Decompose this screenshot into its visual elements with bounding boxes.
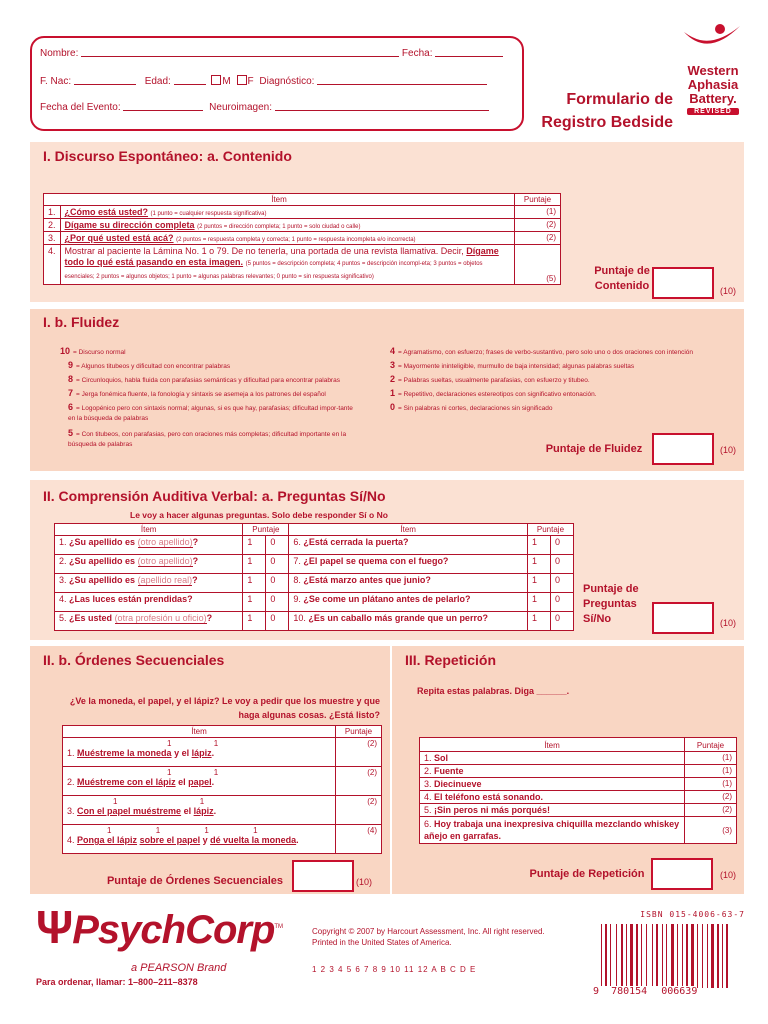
f-checkbox[interactable] [237,75,247,85]
section-ordenes [30,646,390,894]
col-item-header: Ítem [55,524,243,536]
barcode-bar [636,924,638,988]
item-note: (1 punto = cualquier respuesta significativa) [150,211,267,217]
barcode-bar [682,924,683,988]
contenido-score-box[interactable] [652,267,714,299]
section-contenido [30,142,744,302]
preguntas-max: (10) [720,618,737,628]
barcode-bar [722,924,723,988]
logo-line1: Western [687,63,739,78]
item-points[interactable]: (5) [515,245,561,285]
preguntas-score-label: Puntaje de Preguntas Sí/No [583,583,639,625]
barcode-bar [662,924,663,988]
table-row [44,219,561,232]
barcode-bar [646,924,647,988]
fecha-evento-field[interactable] [123,101,203,111]
ordenes-score-box[interactable] [292,860,354,892]
list-item: 8 = Circunloquios, habla fluida con parafasias semánticas y dificultad para encontrar palabras [68,374,340,384]
barcode-bar [601,924,602,988]
form-title-line2: Registro Bedside [541,114,673,131]
ordenes-max: (10) [356,877,373,887]
fnac-label: F. Nac: [40,76,72,87]
table-row: 5. ¿Es usted (otra profesión u oficio)? 1 0 10. ¿Es un caballo más grande que un perro? 1 0 [55,612,574,631]
col-item-header: Ítem [289,524,528,536]
item-points[interactable]: (1) [685,752,737,765]
list-item: 4 = Agramatismo, con esfuerzo; frases de verbo-sustantivo, pero solo uno o dos oraciones con intención [390,346,694,356]
section-fluidez-title: I. b. Fluidez [43,314,120,330]
barcode-bar [686,924,688,988]
yes-score[interactable]: 1 [527,555,550,574]
table-row [44,232,561,245]
item-question: ¿Por qué usted está acá? [64,233,174,243]
fluidez-left-list [60,346,390,454]
item-points[interactable]: (2) [685,804,737,817]
logo-revised-badge: REVISED [687,108,739,115]
item-points[interactable]: (1) [685,765,737,778]
no-score[interactable]: 0 [550,593,573,612]
logo-line2: Aphasia [687,77,739,92]
item-points[interactable]: (2) [515,232,561,245]
yes-score[interactable]: 1 [243,536,266,555]
fecha-evento-line [40,101,489,113]
item-note: (5 puntos = descripción completa; 4 puntos = descripción incompl-eta; 3 puntos = objetos esenciales; 2 puntos = algunos objetos; 1 punto = algunas palabras relevantes; 0 punto = sin respuesta significativo) [64,261,483,280]
contenido-max: (10) [720,286,737,296]
col-score-header: Puntaje [685,738,737,752]
order-phone: Para ordenar, llamar: 1–800–211–8378 [36,977,198,987]
form-title-line1: Formulario de [566,91,673,108]
list-item: 3 = Mayormente ininteligible, murmullo de baja intensidad; algunas palabras sueltas [390,360,635,370]
no-score[interactable]: 0 [550,555,573,574]
barcode-bar [717,924,719,988]
table-row: 1 1 3. Con el papel muéstreme el lápiz. (2) [63,796,382,825]
section-repeticion [392,646,744,894]
col-item-header: Ítem [420,738,685,752]
table-row: 5. ¡Sin peros ni más porqués! (2) [420,804,737,817]
barcode-bar [726,924,728,988]
diagnostico-label: Diagnóstico: [259,76,315,87]
table-row: 1 1 1. Muéstreme la moneda y el lápiz. (2) [63,738,382,767]
psychcorp-logo [36,901,284,987]
barcode-digit-a: 9 [593,986,600,997]
table-row [44,206,561,219]
neuroimagen-label: Neuroimagen: [209,102,272,113]
repeticion-table [419,737,737,844]
barcode-bar [605,924,607,988]
col-score-header: Puntaje [515,194,561,206]
barcode-bar [711,924,714,988]
copyright-line2: Printed in the United States of America. [312,938,452,947]
col-item-header: Ítem [44,194,515,206]
list-item: 5 = Con titubeos, con parafasias, pero con oraciones más completas; dificultad importante en la búsqueda de palabras [68,428,347,448]
list-item: 7 = Jerga fonémica fluente, la fonología y sintaxis se asemeja a los patrones del español [68,388,326,398]
list-item: 1 = Repetitivo, declaraciones estereotipos con significativo entonación. [390,388,597,398]
section-contenido-title: I. Discurso Espontáneo: a. Contenido [43,148,292,164]
fluidez-right-list [390,346,740,416]
no-score[interactable]: 0 [550,536,573,555]
section-preguntas-title: II. Comprensión Auditiva Verbal: a. Preguntas Sí/No [43,488,386,504]
barcode-bar [671,924,674,988]
diagnostico-field[interactable] [317,75,487,85]
table-row: 4. El teléfono está sonando. (2) [420,791,737,804]
psychcorp-brand: PsychCorp [72,908,275,952]
list-item: 0 = Sin palabras ni cortes, declaraciones sin significado [390,402,553,412]
no-score[interactable]: 0 [266,593,289,612]
table-row: 6. Hoy trabaja una inexpresiva chiquilla mezclando whiskey añejo en garrafas. (3) [420,817,737,844]
wab-logo [678,22,748,115]
barcode-bar [616,924,617,988]
no-score[interactable]: 0 [266,574,289,593]
barcode-bar [677,924,678,988]
item-number: 4. [44,245,61,285]
barcode-bar [656,924,658,988]
barcode-digits-c: 006639 [661,986,698,997]
nombre-field[interactable] [81,47,399,57]
tm-mark: TM [274,924,284,930]
item-note: (2 puntos = respuesta completa y correcta; 1 punto = respuesta incompleta e/o incorrecta) [176,237,416,243]
list-item: 9 = Algunos titubeos y dificultad con encontrar palabras [68,360,231,370]
table-row: 2. Fuente (1) [420,765,737,778]
barcode-bar [697,924,698,988]
item-points[interactable]: (2) [336,738,382,767]
nombre-line [40,47,503,59]
yes-score[interactable]: 1 [243,555,266,574]
contenido-score-label: Puntaje de Contenido [594,265,650,292]
table-row: 1. ¿Su apellido es (otro apellido)? 1 0 6. ¿Está cerrada la puerta? 1 0 [55,536,574,555]
col-score-header: Puntaje [527,524,573,536]
section-fluidez [30,309,744,471]
nombre-label: Nombre: [40,48,79,59]
edad-label: Edad: [144,76,171,87]
no-score[interactable]: 0 [550,612,573,631]
item-note: (2 puntos = dirección completa; 1 punto = solo ciudad o calle) [197,224,361,230]
neuroimagen-field[interactable] [275,101,489,111]
wab-figure-icon [678,22,748,62]
table-row: 1 1 2. Muéstreme con el lápiz el papel. (2) [63,767,382,796]
repeticion-max: (10) [720,870,737,880]
barcode-bar [641,924,642,988]
no-score[interactable]: 0 [266,612,289,631]
col-item-header: Ítem [63,726,336,738]
no-score[interactable]: 0 [266,555,289,574]
table-row: 2. ¿Su apellido es (otro apellido)? 1 0 7. ¿El papel se quema con el fuego? 1 0 [55,555,574,574]
yes-score[interactable]: 1 [243,612,266,631]
psi-icon: Ψ [36,901,73,953]
item-number: 3. [44,232,61,245]
copyright [312,926,582,948]
yes-score[interactable]: 1 [527,536,550,555]
ordenes-intro: ¿Ve la moneda, el papel, y el lápiz? Le voy a pedir que los muestre y que haga algunas cosas. ¿Está listo? [69,696,380,720]
item-question: ¿Cómo está usted? [64,207,149,217]
item-points[interactable]: (1) [685,778,737,791]
barcode-bar [626,924,627,988]
yes-score[interactable]: 1 [527,593,550,612]
barcode-bars [601,924,743,988]
barcode-bar [691,924,694,988]
patient-info-box [30,36,524,131]
barcode-bar [702,924,703,988]
printline: 1 2 3 4 5 6 7 8 9 10 11 12 A B C D E [312,965,477,974]
logo-line3: Battery. [689,91,737,106]
no-score[interactable]: 0 [550,574,573,593]
item-points[interactable]: (2) [685,791,737,804]
list-item: 2 = Palabras sueltas, usualmente parafasias, con esfuerzo y titubeo. [390,374,590,384]
yes-score[interactable]: 1 [243,593,266,612]
fluidez-score-box[interactable] [652,433,714,465]
barcode-bar [652,924,653,988]
copyright-line1: Copyright © 2007 by Harcourt Assessment, Inc. All right reserved. [312,927,545,936]
isbn-text: ISBN 015-4006-63-7 [640,910,745,919]
no-score[interactable]: 0 [266,536,289,555]
contenido-table [43,193,561,285]
section-ordenes-title: II. b. Órdenes Secuenciales [43,652,225,668]
form-title [533,88,673,134]
barcode-bar [621,924,623,988]
table-row [44,245,561,285]
section-preguntas [30,480,744,640]
f-label: F [247,76,254,87]
fecha-label: Fecha: [401,48,433,59]
item-points[interactable]: (2) [336,767,382,796]
item-points[interactable]: (1) [515,206,561,219]
repeticion-intro: Repita estas palabras. Diga ______. [417,686,570,696]
table-row: 1 1 1 1 4. Ponga el lápiz sobre el papel y dé vuelta la moneda. (4) [63,825,382,854]
item-question: Dígame todo lo qué está pasando en esta imagen. [64,246,499,267]
preguntas-score-box[interactable] [652,602,714,634]
m-label: M [222,76,231,87]
col-score-header: Puntaje [336,726,382,738]
item-number: 1. [44,206,61,219]
barcode-bar [707,924,708,988]
ordenes-score-label: Puntaje de Órdenes Secuenciales [106,875,284,887]
ordenes-table [62,725,382,854]
fecha-evento-label: Fecha del Evento: [40,102,121,113]
fluidez-max: (10) [720,445,737,455]
table-row: 3. Diecinueve (1) [420,778,737,791]
item-points[interactable]: (2) [515,219,561,232]
list-item: 10 = Discurso normal [60,346,126,356]
yes-score[interactable]: 1 [527,612,550,631]
item-points[interactable]: (3) [685,817,737,844]
fluidez-score-label: Puntaje de Fluidez [545,443,643,455]
fnac-field[interactable] [74,75,136,85]
col-score-header: Puntaje [243,524,289,536]
yes-score[interactable]: 1 [527,574,550,593]
barcode-bar [666,924,667,988]
repeticion-score-label: Puntaje de Repetición [529,868,645,880]
m-checkbox[interactable] [211,75,221,85]
item-points[interactable]: (2) [336,796,382,825]
preguntas-intro: Le voy a hacer algunas preguntas. Solo debe responder Sí o No [130,510,388,520]
list-item: 6 = Logopénico pero con sintaxis normal; algunas, si es que hay, parafasias; dificultad impor-tante en la búsqueda de palabras [68,402,353,422]
fnac-line [40,75,487,87]
fecha-field[interactable] [435,47,503,57]
yes-score[interactable]: 1 [243,574,266,593]
table-row: 3. ¿Su apellido es (apellido real)? 1 0 8. ¿Está marzo antes que junio? 1 0 [55,574,574,593]
barcode [593,910,745,1000]
item-number: 2. [44,219,61,232]
barcode-digits-b: 780154 [611,986,648,997]
item-points[interactable]: (4) [336,825,382,854]
section-repeticion-title: III. Repetición [405,652,497,668]
item-question: Dígame su dirección completa [64,220,195,230]
item-intro: Mostrar al paciente la Lámina No. 1 o 79. De no tenerla, una portada de una revista llamativa. Decir, [64,246,464,256]
pearson-brand: a PEARSON Brand [131,962,227,974]
barcode-bar [630,924,633,988]
preguntas-table [54,523,574,631]
edad-field[interactable] [174,75,206,85]
table-row: 1. Sol (1) [420,752,737,765]
barcode-bar [610,924,611,988]
table-row: 4. ¿Las luces están prendidas? 1 0 9. ¿Se come un plátano antes de pelarlo? 1 0 [55,593,574,612]
repeticion-score-box[interactable] [651,858,713,890]
